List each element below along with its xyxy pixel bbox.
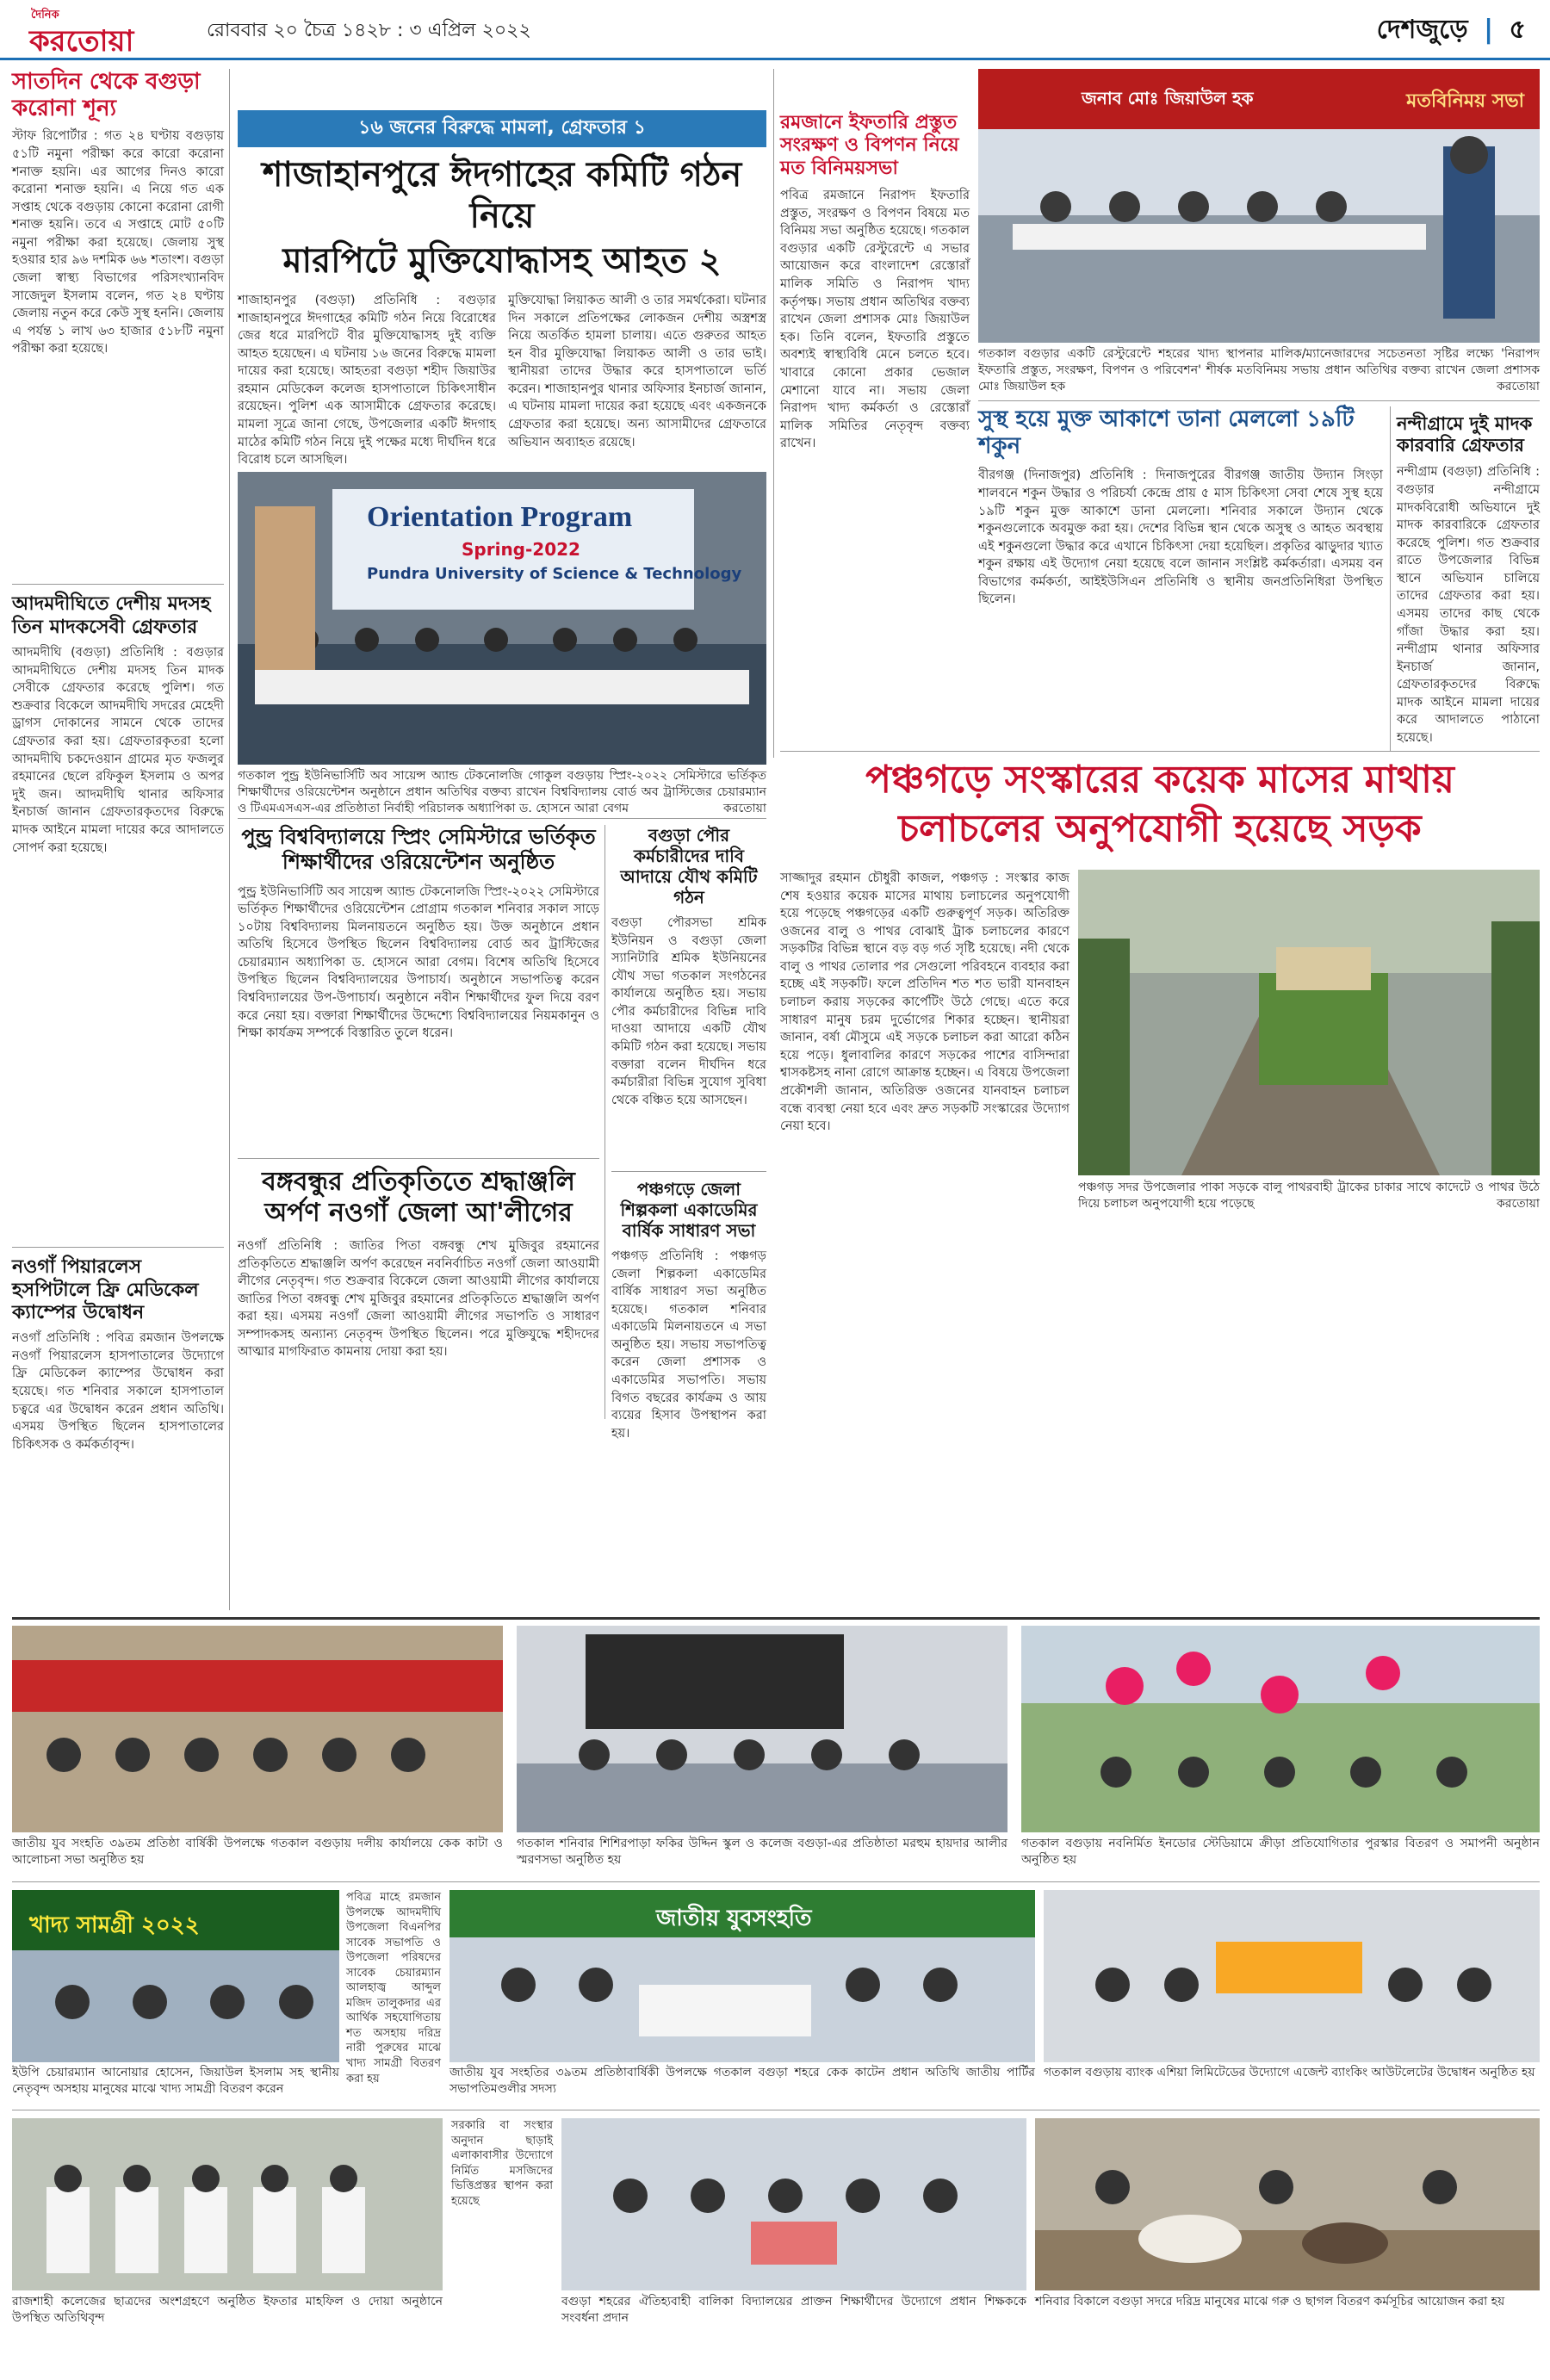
photo-row3-2 <box>561 2118 1026 2290</box>
photo-illustration <box>1044 1890 1540 2062</box>
caption-text: গতকাল বগুড়ার একটি রেস্টুরেন্টে শহরের খাদ্য স্থাপনার মালিক/ম্যানেজারদের সচেতনতা সৃষ্টির লক্ষ্যে 'নিরাপদ ইফতারি প্রস্তুত, সংরক্ষণ, বিপণন ও পরিবেশন' শীর্ষক মতবিনিময় সভায় প্রধান অতিথির বক্তব্য রাখেন জেলা প্রশাসক মোঃ জিয়াউল হক <box>978 347 1540 394</box>
photo-illustration <box>517 1626 1008 1832</box>
divider <box>978 400 1540 401</box>
photo-row2-3-caption: গতকাল বগুড়ায় ব্যাংক এশিয়া লিমিটেডের উদ্যোগে এজেন্ট ব্যাংকিং আউটলেটের উদ্বোধন অনুষ্ঠিত হয় <box>1044 2066 1535 2079</box>
story-headline: সাতদিন থেকে বগুড়া করোনা শূন্য <box>12 69 201 122</box>
masthead <box>0 0 1550 60</box>
newspaper-logo <box>24 5 153 59</box>
story-headline: আদমদীঘিতে দেশীয় মদসহ তিন মাদকসেবী গ্রেফতার <box>12 593 211 638</box>
dateline: রোববার ২০ চৈত্র ১৪২৮ : ৩ এপ্রিল ২০২২ <box>207 20 531 41</box>
page-number: ৫ <box>1509 15 1526 45</box>
photo-name-label: জনাব মোঃ জিয়াউল হক <box>1082 88 1254 108</box>
photo-illustration <box>1078 870 1540 1175</box>
photo-row3-2-caption: বগুড়া শহরের ঐতিহ্যবাহী বালিকা বিদ্যালয়ের প্রাক্তন শিক্ষার্থীদের উদ্যোগে প্রধান শিক্ষককে সংবর্ধনা প্রদান <box>561 2295 1026 2325</box>
story-headline: বগুড়া পৌর কর্মচারীদের দাবি আদায়ে যৌথ কমিটি গঠন <box>620 825 758 908</box>
photo-illustration <box>561 2118 1026 2290</box>
left-column <box>12 69 224 1610</box>
story-headline-line2: চলাচলের অনুপযোগী হয়েছে সড়ক <box>898 806 1422 851</box>
photo-banner: মতবিনিময় সভা <box>1406 90 1524 112</box>
photo-row2-3 <box>1044 1890 1540 2062</box>
pundra-story <box>238 825 599 1176</box>
photo-illustration <box>12 1626 503 1832</box>
banner-university: Pundra University of Science & Technology <box>367 565 742 583</box>
photo-banner: জাতীয় যুবসংহতি <box>656 1906 812 1931</box>
photo-banner: খাদ্য সামগ্রী ২০২২ <box>29 1912 200 1938</box>
photo-illustration <box>1021 1626 1540 1832</box>
photo-row1-2-caption: গতকাল শনিবার শিশিরপাড়া ফকির উদ্দিন স্কুল ও কলেজ বগুড়া-এর প্রতিষ্ঠাতা মরহুম হায়দার আলীর স্মরণসভা অনুষ্ঠিত হয় <box>517 1837 1008 1867</box>
photo-row1-1-caption: জাতীয় যুব সংহতি ৩৯তম প্রতিষ্ঠা বার্ষিকী উপলক্ষে গতকাল বগুড়ায় দলীয় কার্যালয়ে কেক কাটা ও আলোচনা সভা অনুষ্ঠিত হয় <box>12 1837 503 1867</box>
banner-title: Orientation Program <box>367 501 633 533</box>
story-body: স্টাফ রিপোর্টার : গত ২৪ ঘণ্টায় বগুড়ায় ৫১টি নমুনা পরীক্ষা করে কারো করোনা শনাক্ত হয়নি। এর আগের দিনও কারো করোনা শনাক্ত হয়নি। এ নিয়ে গত এক সপ্তাহ থেকে বগুড়ায় কোনো করোনা রোগী শনাক্ত হয়নি। তবে এ সপ্তাহে মোট ৫০টি নমুনা পরীক্ষা করা হয়েছে। জেলায় সুস্থ হওয়ার হার ৯৬ দশমিক ৬৬ শতাংশ। বগুড়া জেলা স্বাস্থ্য বিভাগের পরিসংখ্যানবিদ সাজেদুল ইসলাম বলেন, গত ২৪ ঘণ্টায় জেলায় নতুন করে কেউ সুস্থ হননি। জেলায় এ পর্যন্ত ১ লাখ ৬৩ হাজার ৫১৮টি নমুনা পরীক্ষা করা হয়েছে। <box>12 129 224 356</box>
photo-illustration <box>12 2118 443 2290</box>
bangabandhu-story <box>238 1167 599 1565</box>
lead-headline-line1: শাজাহানপুরে ঈদগাহের কমিটি গঠন নিয়ে <box>262 155 742 236</box>
ramadan-story <box>780 112 970 747</box>
ramadan-photo <box>978 69 1540 343</box>
story-headline: রমজানে ইফতারি প্রস্তুত সংরক্ষণ ও বিপণন নিয়ে মত বিনিময়সভা <box>780 112 959 179</box>
banner-subtitle: Spring-2022 <box>462 539 580 560</box>
story-headline: সুস্থ হয়ে মুক্ত আকাশে ডানা মেললো ১৯টি শকুন <box>978 406 1355 460</box>
photo-row1-1 <box>12 1626 503 1832</box>
orientation-photo <box>238 472 766 765</box>
story-body: পুন্ড্র ইউনিভার্সিটি অব সায়েন্স অ্যান্ড টেকনোলজি স্প্রিং-২০২২ সেমিস্টারে ভর্তিকৃত শিক্ষার্থীদের ওরিয়েন্টেশন প্রোগ্রাম গতকাল শনিবার সকাল সাড়ে ১০টায় বিশ্ববিদ্যালয় মিলনায়তনে অনুষ্ঠিত হয়। উক্ত অনুষ্ঠানে প্রধান অতিথি হিসেবে উপস্থিত ছিলেন বিশ্ববিদ্যালয় বোর্ড অব ট্রাস্টিজের চেয়ারম্যান অধ্যাপিকা ড. হোসনে আরা বেগম। বিশেষ অতিথি হিসেবে উপস্থিত ছিলেন বিশ্ববিদ্যালয়ের উপাচার্য। অনুষ্ঠানে সভাপতিত্ব করেন বিশ্ববিদ্যালয়ের উপ-উপাচার্য। অনুষ্ঠানে নবীন শিক্ষার্থীদের ফুল দিয়ে বরণ করে নেয়া হয়। বক্তারা শিক্ষার্থীদের উদ্দেশ্যে বিশ্ববিদ্যালয়ের নিয়মকানুন ও শিক্ষা কার্যক্রম সম্পর্কে বিস্তারিত তুলে ধরেন। <box>238 884 599 1041</box>
photo-row3-1-caption: রাজশাহী কলেজের ছাত্রদের অংশগ্রহণে অনুষ্ঠিত ইফতার মাহফিল ও দোয়া অনুষ্ঠানে উপস্থিত অতিথিবৃন্দ <box>12 2295 443 2325</box>
story-headline: পুন্ড্র বিশ্ববিদ্যালয়ে স্প্রিং সেমিস্টারে ভর্তিকৃত শিক্ষার্থীদের ওরিয়েন্টেশন অনুষ্ঠিত <box>241 825 596 874</box>
column-rule <box>604 825 605 1419</box>
photo-row1-3 <box>1021 1626 1540 1832</box>
photo-credit: করতোয়া <box>1497 1196 1540 1211</box>
divider <box>611 1171 766 1172</box>
photo-row2-2-caption: জাতীয় যুব সংহতির ৩৯তম প্রতিষ্ঠাবার্ষিকী উপলক্ষে গতকাল বগুড়া শহরে কেক কাটেন প্রধান অতিথি জাতীয় পার্টির সভাপতিমণ্ডলীর সদস্য <box>450 2066 1035 2096</box>
logo-title: করতোয়া <box>29 24 134 59</box>
pourashava-story <box>611 825 766 1463</box>
story-body: বগুড়া পৌরসভা শ্রমিক ইউনিয়ন ও বগুড়া জেলা স্যানিটারি শ্রমিক ইউনিয়নের যৌথ সভা গতকাল সংগঠনের কার্যালয়ে অনুষ্ঠিত হয়। সভায় পৌর কর্মচারীদের বিভিন্ন দাবি দাওয়া আদায়ে একটি যৌথ কমিটি গঠন করা হয়েছে। সভায় বক্তারা বলেন দীর্ঘদিন ধরে কর্মচারীরা বিভিন্ন সুযোগ সুবিধা থেকে বঞ্চিত হয়ে আসছেন। <box>611 916 766 1107</box>
road-photo <box>1078 870 1540 1175</box>
section-name: দেশজুড়ে <box>1376 15 1468 45</box>
panchagarh-road-body <box>780 870 1070 1584</box>
photo-row2-2 <box>450 1890 1035 2062</box>
photo-row2-1-caption: ইউপি চেয়ারম্যান আনোয়ার হোসেন, জিয়াউল ইসলাম সহ স্থানীয় নেতৃবৃন্দ অসহায় মানুষের মাঝে খাদ্য সামগ্রী বিতরণ করেন <box>12 2066 339 2096</box>
column-rule <box>1390 406 1391 751</box>
story-body: নওগাঁ প্রতিনিধি : জাতির পিতা বঙ্গবন্ধু শেখ মুজিবুর রহমানের প্রতিকৃতিতে শ্রদ্ধাঞ্জলি অর্পণ করেছেন নবনির্বাচিত নওগাঁ জেলা আওয়ামী লীগের নেতৃবৃন্দ। গত শুক্রবার বিকেলে জেলা আওয়ামী লীগের কার্যালয়ে জাতির পিতা বঙ্গবন্ধু শেখ মুজিবুর রহমানের প্রতিকৃতিতে শ্রদ্ধাঞ্জলি অর্পণ করা হয়। এসময় নওগাঁ জেলা আওয়ামী লীগের সভাপতি ও সাধারণ সম্পাদকসহ অন্যান্য নেতৃবৃন্দ উপস্থিত ছিলেন। পরে মুক্তিযুদ্ধে শহীদদের আত্মার মাগফিরাত কামনায় দোয়া করা হয়। <box>238 1239 599 1360</box>
lead-kicker: ১৬ জনের বিরুদ্ধে মামলা, গ্রেফতার ১ <box>238 110 766 147</box>
photo-row3-3-caption: শনিবার বিকালে বগুড়া সদরে দরিদ্র মানুষের মাঝে গরু ও ছাগল বিতরণ কর্মসূচির আয়োজন করা হয় <box>1035 2295 1505 2309</box>
divider <box>238 1158 599 1159</box>
story-body: আদমদীঘি (বগুড়া) প্রতিনিধি : বগুড়ার আদমদীঘিতে দেশীয় মদসহ তিন মাদক সেবীকে গ্রেফতার করেছে পুলিশ। গত শুক্রবার বিকেলে আদমদীঘি সদরের মেহেদী ড্রাগস দোকানের সামনে থেকে তাদের গ্রেফতার করা হয়। গ্রেফতারকৃতরা হলো আদমদীঘি চকদেওয়ান গ্রামের মৃত ফজলুর রহমানের ছেলে রফিকুল ইসলাম ও অপর দুই জন। আদমদীঘি থানার অফিসার ইনচার্জ জানান গ্রেফতারকৃতদের বিরুদ্ধে মাদক আইনে মামলা দায়ের করে আদালতে সোপর্দ করা হয়েছে। <box>12 646 224 855</box>
story-headline: বঙ্গবন্ধুর প্রতিকৃতিতে শ্রদ্ধাঞ্জলি অর্পণ নওগাঁ জেলা আ'লীগের <box>262 1167 575 1228</box>
lead-headline-line2: মারপিটে মুক্তিযোদ্ধাসহ আহত ২ <box>282 241 722 281</box>
lead-story <box>238 110 766 511</box>
section-label: দেশজুড়ে | ৫ <box>1376 15 1526 45</box>
photo-illustration <box>1035 2118 1540 2290</box>
story-body: সাজ্জাদুর রহমান চৌধুরী কাজল, পঞ্চগড় : সংস্কার কাজ শেষ হওয়ার কয়েক মাসের মাথায় চলাচলের অনুপযোগী হয়ে পড়েছে পঞ্চগড়ের একটি গুরুত্বপূর্ণ সড়ক। অতিরিক্ত ওজনের বালু ও পাথর বোঝাই ট্রাক চলাচলের কারণে সড়কটির বিভিন্ন স্থানে বড় বড় গর্ত সৃষ্টি হয়েছে। নদী থেকে বালু ও পাথর তোলার পর সেগুলো পরিবহনে ব্যবহার করা হচ্ছে এই সড়কটি। ফলে প্রতিদিন শত শত ভারী যানবাহন চলাচল করায় সড়কের কার্পেটিং উঠে গেছে। এতে করে সাধারণ মানুষ চরম দুর্ভোগের শিকার হচ্ছেন। স্থানীয়রা জানান, বর্ষা মৌসুমে এই সড়কে চলাচল করা আরো কঠিন হয়ে পড়ে। ধুলাবালির কারণে সড়কের পাশের বাসিন্দারা শ্বাসকষ্টসহ নানা রোগে আক্রান্ত হচ্ছেন। এ বিষয়ে উপজেলা প্রকৌশলী জানান, অতিরিক্ত ওজনের যানবাহন চলাচল বন্ধে ব্যবস্থা নেয়া হবে এবং দ্রুত সড়কটি সংস্কারের উদ্যোগ নেয়া হবে। <box>780 871 1070 1134</box>
photo-row1-2 <box>517 1626 1008 1832</box>
lead-body-col2: মুক্তিযোদ্ধা লিয়াকত আলী ও তার সমর্থকেরা। ঘটনার দিন সকালে প্রতিপক্ষের লোকজন দেশীয় অস্ত্রশস্ত্র নিয়ে অতর্কিত হামলা চালায়। এতে গুরুতর আহত হন বীর মুক্তিযোদ্ধা লিয়াকত আলী ও তার ভাই। স্থানীয়রা তাদের উদ্ধার করে হাসপাতালে ভর্তি করেন। শাজাহানপুর থানার অফিসার ইনচার্জ জানান, এ ঘটনায় মামলা দায়ের করা হয়েছে এবং একজনকে গ্রেফতার করা হয়েছে। অন্য আসামীদের গ্রেফতারে অভিযান অব্যাহত রয়েছে। <box>508 294 766 449</box>
road-caption <box>1078 1180 1540 1212</box>
story-headline: নন্দীগ্রামে দুই মাদক কারবারি গ্রেফতার <box>1397 413 1533 456</box>
lead-body-col1: শাজাহানপুর (বগুড়া) প্রতিনিধি : বগুড়ার শাজাহানপুরে ঈদগাহের কমিটি গঠন নিয়ে বিরোধের জের ধরে মারপিটে বীর মুক্তিযোদ্ধাসহ দুই ব্যক্তি আহত হয়েছেন। এ ঘটনায় ১৬ জনের বিরুদ্ধে মামলা দায়ের করা হয়েছে। আহতরা বগুড়া শহীদ জিয়াউর রহমান মেডিকেল কলেজ হাসপাতালে চিকিৎসাধীন রয়েছেন। পুলিশ এক আসামীকে গ্রেফতার করেছে। মামলা সূত্রে জানা গেছে, উপজেলার একটি ঈদগাহ মাঠের কমিটি গঠন নিয়ে দুই পক্ষের মধ্যে দীর্ঘদিন ধরে বিরোধ চলে আসছিল। <box>238 294 496 468</box>
photo-row1-3-caption: গতকাল বগুড়ায় নবনির্মিত ইনডোর স্টেডিয়ামে ক্রীড়া প্রতিযোগিতার পুরস্কার বিতরণ ও সমাপনী অনুষ্ঠান অনুষ্ঠিত হয় <box>1021 1837 1540 1867</box>
photo-row3-1-side: সরকারি বা সংস্থার অনুদান ছাড়াই এলাকাবাসীর উদ্যোগে নির্মিত মসজিদের ভিত্তিপ্রস্তর স্থাপন করা হয়েছে <box>451 2119 553 2208</box>
ramadan-caption <box>978 346 1540 395</box>
story-body: নন্দীগ্রাম (বগুড়া) প্রতিনিধি : বগুড়ার নন্দীগ্রামে মাদকবিরোধী অভিযানে দুই মাদক কারবারিকে গ্রেফতার করেছে পুলিশ। গত শুক্রবার রাতে উপজেলার বিভিন্ন স্থানে অভিযান চালিয়ে তাদের গ্রেফতার করা হয়। এসময় তাদের কাছ থেকে গাঁজা উদ্ধার করা হয়। নন্দীগ্রাম থানার অফিসার ইনচার্জ জানান, গ্রেফতারকৃতদের বিরুদ্ধে মাদক আইনে মামলা দায়ের করে আদালতে পাঠানো হয়েছে। <box>1397 465 1540 746</box>
story-headline: পঞ্চগড়ে জেলা শিল্পকলা একাডেমির বার্ষিক সাধারণ সভা <box>620 1179 758 1241</box>
story-headline-line1: পঞ্চগড়ে সংস্কারের কয়েক মাসের মাথায় <box>865 758 1454 802</box>
photo-row2-1-side: পবিত্র মাহে রমজান উপলক্ষে আদমদীঘি উপজেলা বিএনপির সাবেক সভাপতি ও উপজেলা পরিষদের সাবেক চেয়ারম্যান আলহাজ্ব আব্দুল মজিদ তালুকদার এর আর্থিক সহযোগিতায় শত অসহায় দরিদ্র নারী পুরুষের মাঝে খাদ্য সামগ্রী বিতরণ করা হয় <box>346 1891 441 2086</box>
caption-text: পঞ্চগড় সদর উপজেলার পাকা সড়কে বালু পাথরবাহী ট্রাকের চাকার সাথে কাদেটে ও পাথর উঠে দিয়ে চলাচল অনুপযোগী হয়ে পড়েছে <box>1078 1181 1540 1211</box>
nandigram-story <box>1397 413 1540 746</box>
section-divider <box>12 1617 1540 1620</box>
divider <box>780 751 1540 752</box>
story-headline: নওগাঁ পিয়ারলেস হসপিটালে ফ্রি মেডিকেল ক্যাম্পের উদ্বোধন <box>12 1256 199 1323</box>
story-body: পঞ্চগড় প্রতিনিধি : পঞ্চগড় জেলা শিল্পকলা একাডেমির বার্ষিক সাধারণ সভা অনুষ্ঠিত হয়েছে। গতকাল শনিবার একাডেমি মিলনায়তনে এ সভা অনুষ্ঠিত হয়। সভায় সভাপতিত্ব করেন জেলা প্রশাসক ও একাডেমির সভাপতি। সভায় বিগত বছরের কার্যক্রম ও আয় ব্যয়ের হিসাব উপস্থাপন করা হয়। <box>611 1249 766 1441</box>
photo-credit: করতোয়া <box>1497 379 1540 394</box>
photo-row3-1 <box>12 2118 443 2290</box>
column-rule <box>773 69 774 758</box>
logo-small-text: দৈনিক <box>31 9 59 22</box>
story-body: নওগাঁ প্রতিনিধি : পবিত্র রমজান উপলক্ষে নওগাঁ পিয়ারলেস হাসপাতালের উদ্যোগে ফ্রি মেডিকেল ক্যাম্পের উদ্বোধন করা হয়েছে। গত শনিবার সকালে হাসপাতাল চত্বরে এর উদ্বোধন করেন প্রধান অতিথি। এসময় উপস্থিত ছিলেন হাসপাতালের চিকিৎসক ও কর্মকর্তাবৃন্দ। <box>12 1331 224 1452</box>
photo-row3-3 <box>1035 2118 1540 2290</box>
vulture-story <box>978 406 1383 759</box>
panchagarh-road-story <box>780 758 1540 852</box>
orientation-caption <box>238 768 766 817</box>
divider <box>12 584 224 585</box>
photo-row2-1 <box>12 1890 339 2062</box>
story-body: পবিত্র রমজানে নিরাপদ ইফতারি প্রস্তুত, সংরক্ষণ ও বিপণন বিষয়ে মত বিনিময় সভা অনুষ্ঠিত হয়েছে। গতকাল বগুড়ার একটি রেস্টুরেন্টে এ সভার আয়োজন করে বাংলাদেশ রেস্তোরাঁ মালিক সমিতি ও নিরাপদ খাদ্য কর্তৃপক্ষ। সভায় প্রধান অতিথির বক্তব্য রাখেন জেলা প্রশাসক মোঃ জিয়াউল হক। তিনি বলেন, ইফতারি প্রস্তুতে অবশ্যই স্বাস্থ্যবিধি মেনে চলতে হবে। খাবারে কোনো প্রকার ভেজাল মেশানো যাবে না। সভায় জেলা নিরাপদ খাদ্য কর্মকর্তা ও রেস্তোরাঁ মালিক সমিতির নেতৃবৃন্দ বক্তব্য রাখেন। <box>780 189 970 451</box>
column-rule <box>229 69 230 1610</box>
divider <box>238 818 766 819</box>
story-body: বীরগঞ্জ (দিনাজপুর) প্রতিনিধি : দিনাজপুরের বীরগঞ্জ জাতীয় উদ্যান সিংড়া শালবনে শকুন উদ্ধার ও পরিচর্যা কেন্দ্রে প্রায় ৫ মাস চিকিৎসা সেবা শেষে সুস্থ হয়ে ১৯টি শকুন মুক্ত আকাশে ডানা মেললো। শনিবার সকালে উদ্যান থেকে শকুনগুলোকে অবমুক্ত করা হয়। দেশের বিভিন্ন স্থান থেকে অসুস্থ ও আহত অবস্থায় এই শকুনগুলো উদ্ধার করে এখানে চিকিৎসা দেয়া হয়েছিল। প্রকৃতির ঝাড়ুদার খ্যাত শকুন রক্ষায় এই উদ্যোগ নেয়া হয়েছে বলে জানান সংশ্লিষ্ট কর্মকর্তারা। এসময় বন বিভাগের কর্মকর্তা, আইইউসিএন প্রতিনিধি ও স্থানীয় জনপ্রতিনিধিরা উপস্থিত ছিলেন। <box>978 468 1383 607</box>
divider <box>12 1247 224 1248</box>
divider <box>12 1881 1540 1882</box>
photo-credit: করতোয়া <box>723 801 766 815</box>
caption-text: গতকাল পুন্ড্র ইউনিভার্সিটি অব সায়েন্স অ্যান্ড টেকনোলজি গোকুল বগুড়ায় স্প্রিং-২০২২ সেমিস্টারে ভর্তিকৃত শিক্ষার্থীদের ওরিয়েন্টেশন অনুষ্ঠানে প্রধান অতিথির বক্তব্য রাখেন বিশ্ববিদ্যালয় বোর্ড অব ট্রাস্টিজের চেয়ারম্যান ও টিএমএসএস-এর প্রতিষ্ঠাতা নির্বাহী পরিচালক অধ্যাপিকা ড. হোসনে আরা বেগম <box>238 769 766 815</box>
